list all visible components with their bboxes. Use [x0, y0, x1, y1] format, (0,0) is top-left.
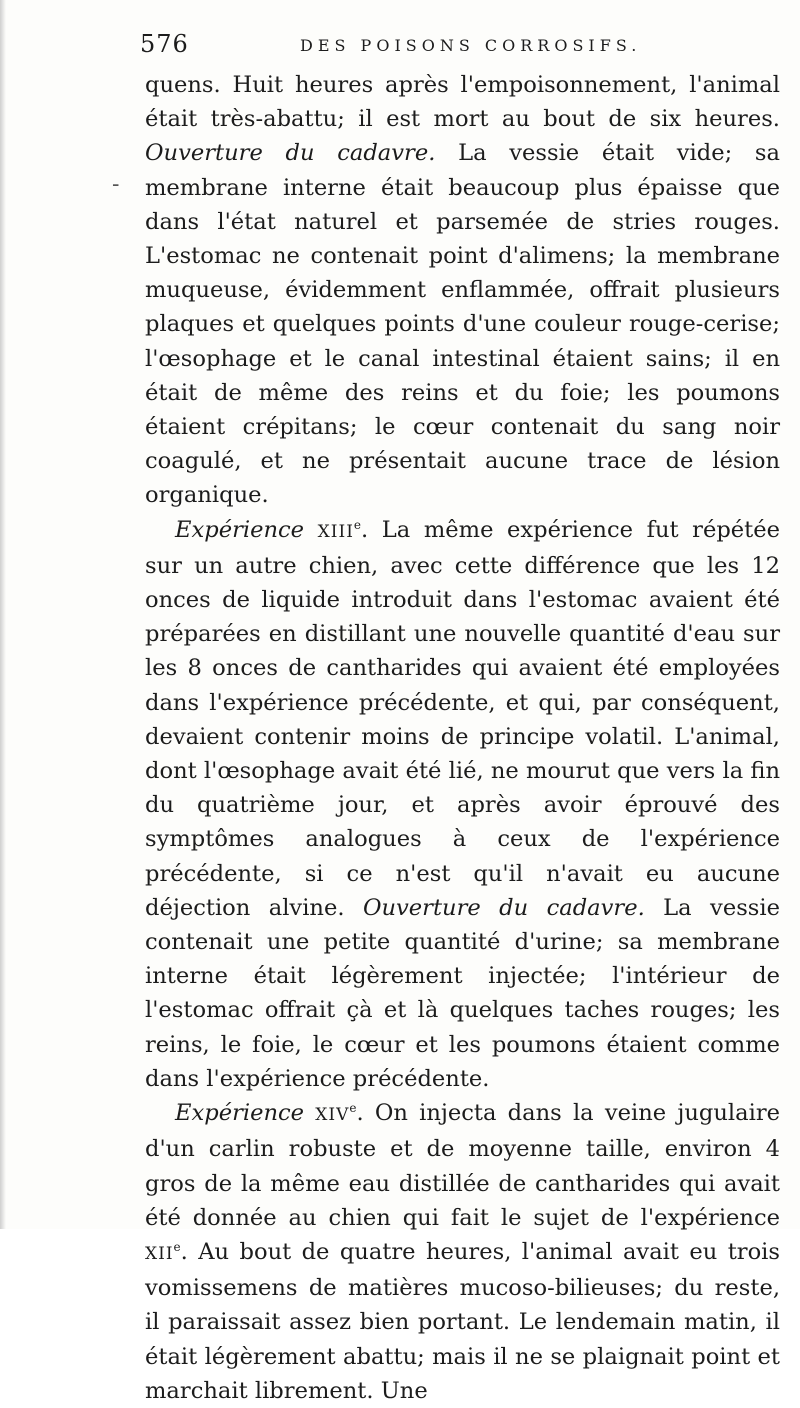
experiment-number: XIV: [315, 1105, 350, 1126]
page-number: 576: [140, 30, 189, 58]
italic-heading: Ouverture du cadavre.: [362, 894, 645, 921]
ordinal-suffix: e: [173, 1239, 181, 1254]
body-text: [145, 68, 780, 1408]
paragraph-2: [145, 513, 780, 1096]
running-head: [140, 30, 780, 60]
margin-mark: ‐: [112, 172, 120, 197]
experiment-reference: XII: [145, 1243, 174, 1264]
paragraph-3: [145, 1096, 780, 1408]
text-run: . On injecta dans la veine jugulaire d'un carlin robuste et de moyenne taille, environ 4 gros de la même eau distillée de cantharides qui avait été donnée au chien qui fait le sujet de l'expérience: [145, 1100, 780, 1231]
text-run: . La même expérience fut répétée sur un autre chien, avec cette différence que les 12 onces de liquide introduit dans l'estomac avaient été préparées en distillant une nouvelle quantité d'eau sur les 8 onces de cantharides qui avaient été employées dans l'expérience précédente, et qui, par conséquent, devaient contenir moins de principe volatil. L'animal, dont l'œsophage avait été lié, ne mourut que vers la fin du quatrième jour, et après avoir éprouvé des symptômes analogues à ceux de l'expérience précédente, si ce n'est qu'il n'avait eu aucune déjection alvine.: [145, 516, 780, 921]
running-title: DES POISONS CORROSIFS.: [300, 36, 642, 55]
ordinal-suffix: e: [349, 1101, 357, 1116]
text-run: La vessie contenait une petite quantité d'urine; sa membrane interne était légèrement injectée; l'intérieur de l'estomac offrait çà et là quelques taches rouges; les reins, le foie, le cœur et les poumons étaient comme dans l'expérience précédente.: [145, 894, 780, 1092]
paragraph-1: [145, 68, 780, 513]
text-run: quens. Huit heures après l'empoisonnement, l'animal était très-abattu; il est mort au bout de six heures.: [145, 72, 780, 133]
experiment-label: Expérience: [175, 516, 305, 543]
ordinal-suffix: e: [353, 517, 362, 532]
text-run: La vessie était vide; sa membrane interne était beaucoup plus épaisse que dans l'état naturel et parsemée de stries rouges. L'estomac ne contenait point d'alimens; la membrane muqueuse, évidemment enflammée, offrait plusieurs plaques et quelques points d'une couleur rouge-cerise; l'œsophage et le canal intestinal étaient sains; il en était de même des reins et du foie; les poumons étaient crépitans; le cœur contenait du sang noir coagulé, et ne présentait aucune trace de lésion organique.: [145, 140, 780, 509]
experiment-number: XIII: [317, 521, 354, 542]
text-run: . Au bout de quatre heures, l'animal avait eu trois vomissemens de matières mucoso-bilieuses; du reste, il paraissait assez bien portant. Le lendemain matin, il était légèrement abattu; mais il ne se plaignait point et marchait librement. Une: [145, 1238, 780, 1404]
italic-heading: Ouverture du cadavre.: [145, 140, 436, 167]
experiment-label: Expérience: [175, 1100, 305, 1127]
